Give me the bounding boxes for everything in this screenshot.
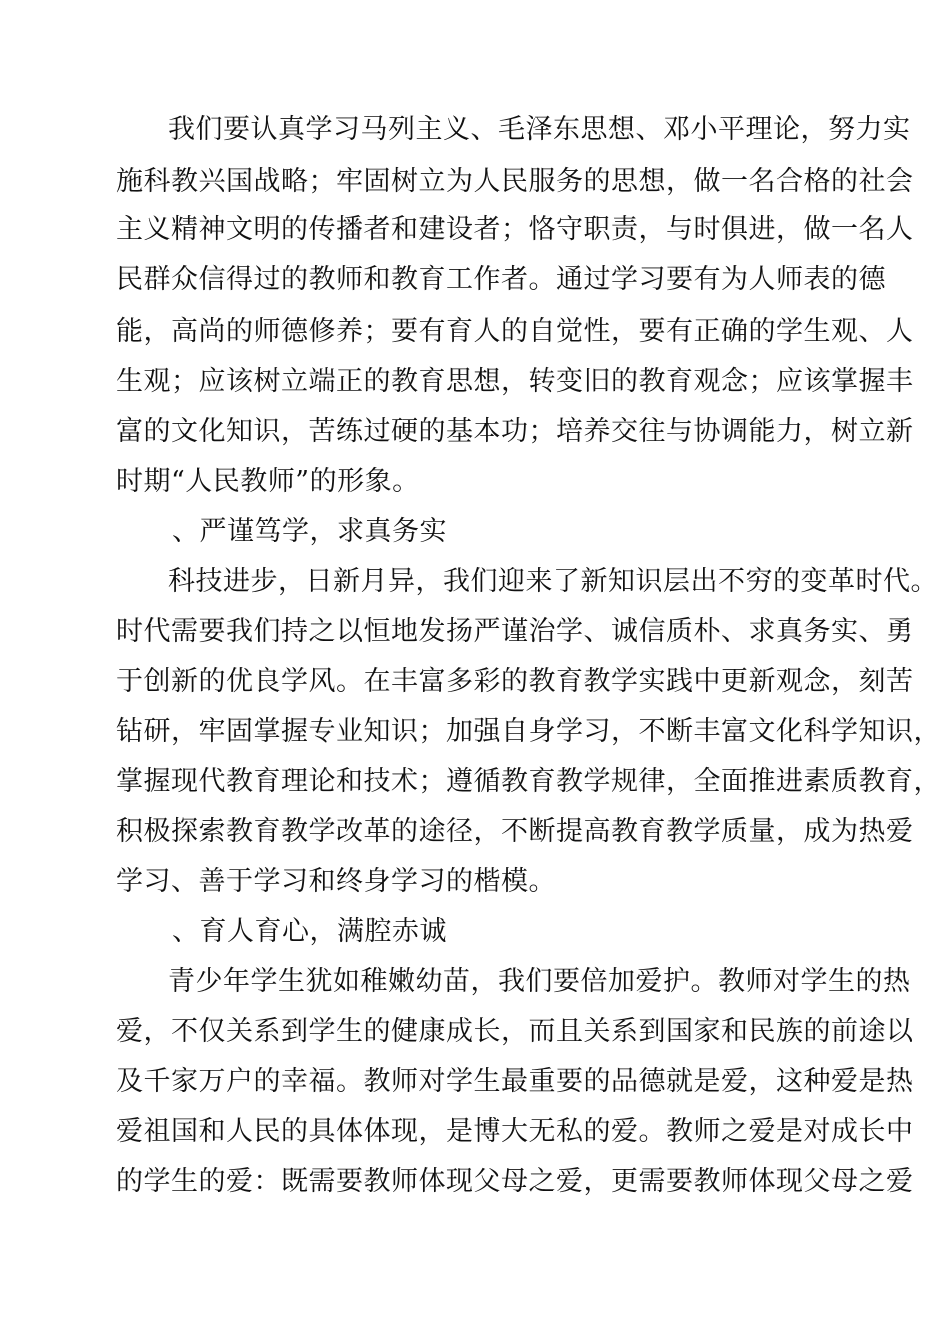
section-heading: 、育人育心，满腔赤诚 bbox=[172, 916, 447, 947]
paragraph-line: 施科教兴国战略；牢固树立为人民服务的思想，做一名合格的社会 bbox=[116, 166, 914, 197]
paragraph-line: 青少年学生犹如稚嫩幼苗，我们要倍加爱护。教师对学生的热 bbox=[168, 966, 911, 997]
paragraph-line: 民群众信得过的教师和教育工作者。通过学习要有为人师表的德 bbox=[116, 264, 886, 295]
paragraph-line: 及千家万户的幸福。教师对学生最重要的品德就是爱，这种爱是热 bbox=[116, 1066, 914, 1097]
paragraph-line: 学习、善于学习和终身学习的楷模。 bbox=[116, 866, 556, 897]
paragraph-line: 富的文化知识，苦练过硬的基本功；培养交往与协调能力，树立新 bbox=[116, 416, 914, 447]
paragraph-line: 时期“人民教师”的形象。 bbox=[116, 466, 420, 497]
paragraph-line: 能，高尚的师德修养；要有育人的自觉性，要有正确的学生观、人 bbox=[116, 316, 914, 347]
paragraph-line: 于创新的优良学风。在丰富多彩的教育教学实践中更新观念，刻苦 bbox=[116, 666, 914, 697]
section-heading: 、严谨笃学，求真务实 bbox=[172, 516, 447, 547]
paragraph-line: 积极探索教育教学改革的途径，不断提高教育教学质量，成为热爱 bbox=[116, 816, 914, 847]
paragraph-line: 的学生的爱：既需要教师体现父母之爱，更需要教师体现父母之爱 bbox=[116, 1166, 914, 1197]
paragraph-line: 生观；应该树立端正的教育思想，转变旧的教育观念；应该掌握丰 bbox=[116, 366, 914, 397]
paragraph-line: 爱祖国和人民的具体体现，是博大无私的爱。教师之爱是对成长中 bbox=[116, 1116, 914, 1147]
paragraph-line: 时代需要我们持之以恒地发扬严谨治学、诚信质朴、求真务实、勇 bbox=[116, 616, 914, 647]
paragraph-line: 主义精神文明的传播者和建设者；恪守职责，与时俱进，做一名人 bbox=[116, 214, 914, 245]
paragraph-line: 钻研，牢固掌握专业知识；加强自身学习，不断丰富文化科学知识， bbox=[116, 716, 941, 747]
paragraph-line: 爱，不仅关系到学生的健康成长，而且关系到国家和民族的前途以 bbox=[116, 1016, 914, 1047]
paragraph-line: 科技进步，日新月异，我们迎来了新知识层出不穷的变革时代。 bbox=[168, 566, 938, 597]
paragraph-line: 我们要认真学习马列主义、毛泽东思想、邓小平理论，努力实 bbox=[168, 114, 911, 145]
paragraph-line: 掌握现代教育理论和技术；遵循教育教学规律，全面推进素质教育， bbox=[116, 766, 941, 797]
